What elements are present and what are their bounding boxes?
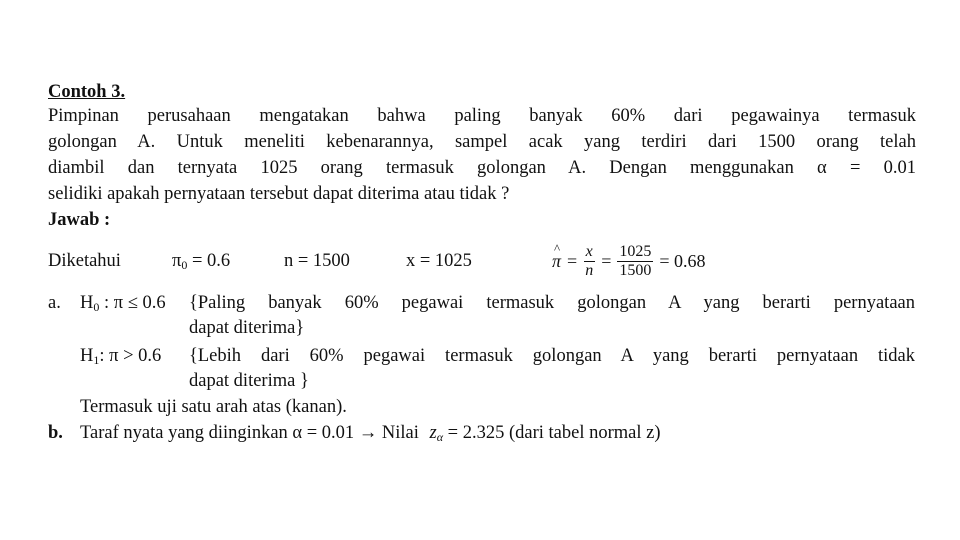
h1-text-line-2: dapat diterima } xyxy=(189,371,309,391)
fraction-1500: 1500 xyxy=(619,261,652,279)
h0-condition: : π ≤ 0.6 xyxy=(99,293,166,313)
problem-line-1: Pimpinan perusahaan mengatakan bahwa paling banyak 60% dari pegawainya termasuk xyxy=(48,106,916,126)
test-direction-note: Termasuk uji satu arah atas (kanan). xyxy=(80,397,347,417)
h1-text-line-1: {Lebih dari 60% pegawai termasuk golongan A yang berarti pernyataan tidak xyxy=(189,346,915,366)
h1-condition: : π > 0.6 xyxy=(99,346,162,366)
fraction-x: x xyxy=(585,242,593,260)
h1-label: H xyxy=(80,346,94,366)
h0-text-line-2: dapat diterima} xyxy=(189,318,305,338)
problem-line-4: selidiki apakah pernyataan tersebut dapat diterima atau tidak ? xyxy=(48,184,510,204)
h0-label: H xyxy=(80,293,94,313)
answer-label: Jawab : xyxy=(48,210,111,230)
part-b-line xyxy=(80,422,661,448)
h1-subscript: 1 xyxy=(93,353,100,367)
problem-line-3: diambil dan ternyata 1025 orang termasuk golongan A. Dengan menggunakan α = 0.01 xyxy=(48,158,916,178)
fraction-1025: 1025 xyxy=(619,242,652,260)
fraction-x-over-n xyxy=(583,243,595,280)
z-alpha-subscript: α xyxy=(436,430,444,444)
given-label: Diketahui xyxy=(48,251,121,271)
part-b-text-2: = 2.325 (dari tabel normal z) xyxy=(443,423,661,443)
h1-hypothesis xyxy=(80,345,161,371)
given-n: n = 1500 xyxy=(284,251,350,271)
pi0-value: = 0.6 xyxy=(187,251,231,271)
example-title: Contoh 3. xyxy=(48,82,126,102)
part-a-marker: a. xyxy=(48,293,61,313)
problem-line-2: golongan A. Untuk meneliti kebenarannya, sampel acak yang terdiri dari 1500 orang telah xyxy=(48,132,916,152)
pi0-subscript: 0 xyxy=(181,258,188,272)
pi0-symbol: π xyxy=(172,251,182,271)
z-alpha-symbol: z xyxy=(429,423,437,443)
equals-2: = xyxy=(601,250,612,271)
pihat-symbol: ^ π xyxy=(552,251,561,272)
h0-hypothesis xyxy=(80,292,166,318)
given-x: x = 1025 xyxy=(406,251,472,271)
given-pi0 xyxy=(172,250,230,276)
fraction-n: n xyxy=(585,261,594,279)
equals-1: = xyxy=(567,250,578,271)
pihat-result: = 0.68 xyxy=(659,250,706,271)
part-b-text-1: Taraf nyata yang diinginkan α = 0.01 → Nilai xyxy=(80,423,419,443)
h0-text-line-1: {Paling banyak 60% pegawai termasuk golongan A yang berarti pernyataan xyxy=(189,293,915,313)
fraction-values xyxy=(617,243,653,280)
part-b-marker: b. xyxy=(48,423,63,443)
pihat-formula xyxy=(552,236,706,286)
h0-subscript: 0 xyxy=(93,300,100,314)
